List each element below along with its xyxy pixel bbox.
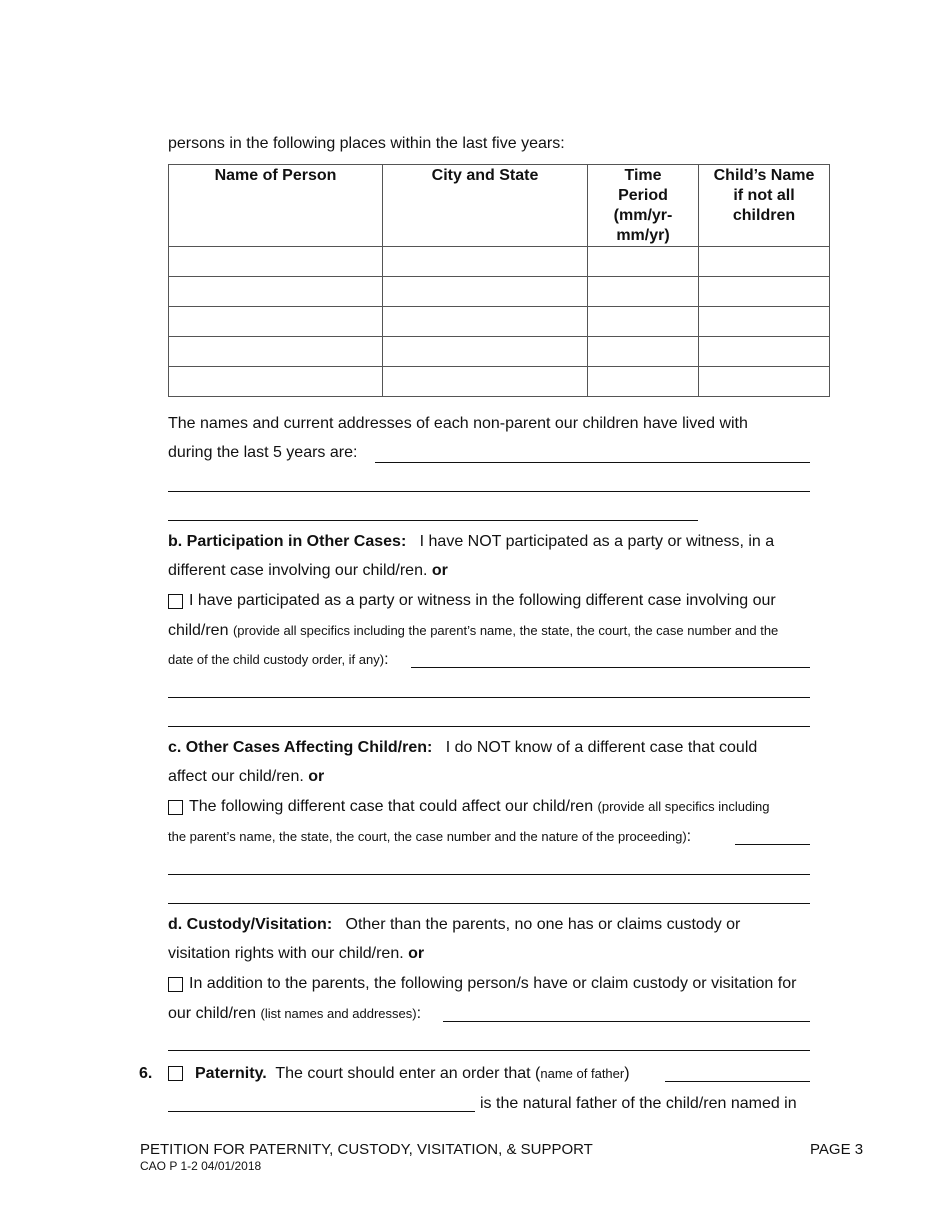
section-6-line1 [195,1064,630,1084]
section-d-line1 [168,915,740,935]
section-d-heading: d. Custody/Visitation: [168,916,333,933]
section-b-text2: different case involving our child/ren. [168,562,428,579]
section-c-option-line2 [168,827,691,847]
section-6-note: name of father [540,1066,625,1081]
nonparent-text-line1: The names and current addresses of each non-parent our children have lived with [168,415,748,432]
table-cell[interactable] [588,337,699,367]
section-c-text: I do NOT know of a different case that could [445,739,758,756]
father-name-line[interactable] [168,1111,475,1112]
section-b-option2: child/ren [168,622,229,639]
section-b-colon: : [384,651,389,668]
nonparent-answer-line[interactable] [375,462,810,463]
section-c-colon: : [686,828,692,845]
section-6-line2: is the natural father of the child/ren named in [480,1095,797,1112]
table-cell[interactable] [588,367,699,397]
section-b-checkbox[interactable] [168,594,183,609]
table-cell[interactable] [699,247,830,277]
table-cell[interactable] [383,337,588,367]
section-c-option2-note: the parent’s name, the state, the court, the case number and the nature of the proceeding) [168,829,687,844]
section-b-option2-note: (provide all specifics including the parent’s name, the state, the court, the case number and the [232,623,779,638]
father-name-line[interactable] [665,1081,810,1082]
nonparent-answer-line[interactable] [168,520,698,521]
section-b-answer-line[interactable] [168,726,810,727]
nonparent-answer-line[interactable] [168,491,810,492]
section-c-line1 [168,738,757,758]
header-name-of-person: Name of Person [169,165,383,247]
section-b-option-line3 [168,650,389,670]
section-b-option-line2 [168,621,778,641]
section-d-option2-note: (list names and addresses) [260,1006,417,1021]
table-cell[interactable] [169,307,383,337]
table-cell[interactable] [383,277,588,307]
section-b-option3-note: date of the child custody order, if any) [168,652,385,667]
table-cell[interactable] [383,247,588,277]
table-cell[interactable] [699,307,830,337]
section-d-option: In addition to the parents, the following person/s have or claim custody or visitation for [189,975,797,992]
table-cell[interactable] [383,367,588,397]
table-cell[interactable] [169,247,383,277]
section-d-answer-line[interactable] [443,1021,810,1022]
section-6-heading: Paternity. [195,1065,267,1082]
table-cell[interactable] [588,307,699,337]
table-row [169,307,830,337]
section-c-option-line1 [189,797,770,817]
table-cell[interactable] [169,277,383,307]
paternity-checkbox[interactable] [168,1066,183,1081]
section-d-answer-line[interactable] [168,1050,810,1051]
table-row [169,247,830,277]
section-b-heading: b. Participation in Other Cases: [168,533,407,550]
footer-page: PAGE 3 [810,1141,864,1158]
section-c-answer-line[interactable] [168,874,810,875]
residence-table [168,164,830,397]
section-c-heading: c. Other Cases Affecting Child/ren: [168,739,433,756]
header-childs-name: Child’s Name if not all children [699,165,830,247]
section-b-option: I have participated as a party or witness in the following different case involving our [189,592,776,609]
section-b-or: or [431,562,448,579]
section-b-line2 [168,561,448,581]
table-cell[interactable] [699,337,830,367]
section-c-or: or [308,768,325,785]
section-c-option: The following different case that could affect our child/ren [189,798,594,815]
section-b-text: I have NOT participated as a party or witness, in a [419,533,775,550]
table-row [169,337,830,367]
section-d-or: or [408,945,425,962]
section-d-colon: : [416,1005,422,1022]
header-city-and-state: City and State [383,165,588,247]
section-d-checkbox[interactable] [168,977,183,992]
header-time-period: Time Period (mm/yr- mm/yr) [588,165,699,247]
table-cell[interactable] [588,247,699,277]
section-6-number: 6. [139,1065,153,1082]
intro-text: persons in the following places within the last five years: [168,135,565,152]
section-c-line2 [168,767,324,787]
section-c-checkbox[interactable] [168,800,183,815]
section-b-line1 [168,532,774,552]
table-row [169,367,830,397]
section-d-option2: our child/ren [168,1005,257,1022]
nonparent-text-line2: during the last 5 years are: [168,444,358,461]
section-6-close: ) [624,1065,630,1082]
table-header-row [169,165,830,247]
section-c-text2: affect our child/ren. [168,768,304,785]
section-d-line2 [168,944,424,964]
table-row [169,277,830,307]
table-cell[interactable] [588,277,699,307]
footer-title: PETITION FOR PATERNITY, CUSTODY, VISITATION, & SUPPORT [140,1141,593,1158]
section-c-answer-line[interactable] [168,903,810,904]
section-d-text2: visitation rights with our child/ren. [168,945,404,962]
table-cell[interactable] [169,337,383,367]
section-b-answer-line[interactable] [168,697,810,698]
table-cell[interactable] [383,307,588,337]
section-d-option-line2 [168,1004,421,1024]
footer-code: CAO P 1-2 04/01/2018 [140,1159,262,1173]
section-6-text: The court should enter an order that ( [275,1065,541,1082]
section-d-text: Other than the parents, no one has or claims custody or [345,916,741,933]
section-c-option-note: (provide all specifics including [597,799,770,814]
table-cell[interactable] [169,367,383,397]
table-cell[interactable] [699,277,830,307]
table-cell[interactable] [699,367,830,397]
section-b-answer-line[interactable] [411,667,810,668]
section-c-answer-line[interactable] [735,844,810,845]
